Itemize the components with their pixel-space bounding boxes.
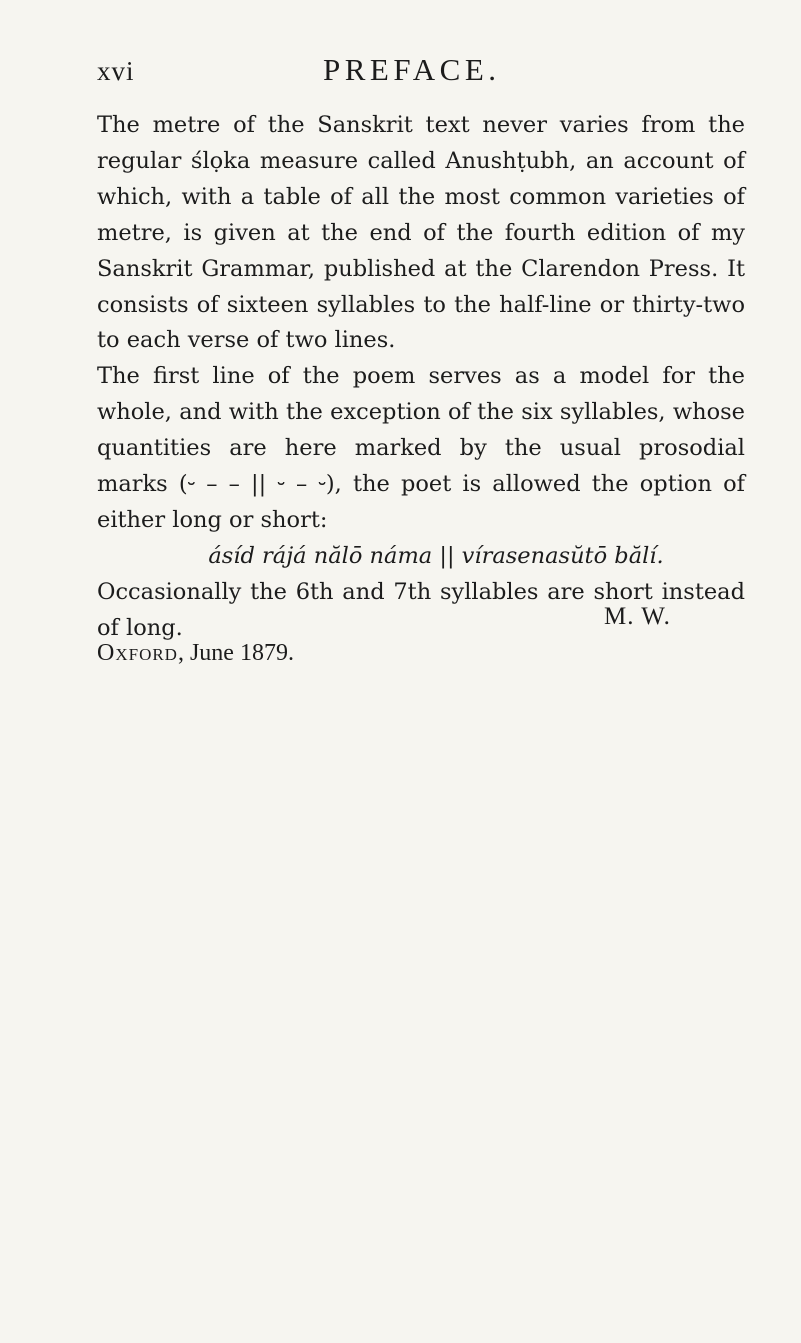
place-date bbox=[97, 640, 294, 667]
preface-body bbox=[97, 108, 745, 647]
running-head bbox=[97, 52, 744, 96]
page-number: xvi bbox=[97, 56, 135, 86]
paragraph-occasionally: Occasionally the 6th and 7th syllables are short instead of long. bbox=[97, 578, 745, 641]
date-text: , June 1879. bbox=[177, 640, 294, 666]
paragraph-first-line: The first line of the poem serves as a model for the whole, and with the exception of the six syllables, whose quantities are here marked by the usual prosodial marks (⏑ – – || ⏑ – ⏑), the poet is allowed the option of either long or short: bbox=[97, 363, 745, 533]
paragraph-metre: The metre of the Sanskrit text never varies from the regular ślọka measure called Anushṭubh, an account of which, with a table of all the most common varieties of metre, is given at the end of the fourth edition of my Sanskrit Grammar, published at the Clarendon Press. It consists of sixteen syllables to the half-line or thirty-two to each verse of two lines. bbox=[97, 112, 745, 354]
signature-initials: M. W. bbox=[604, 603, 671, 630]
place-name: Oxford bbox=[97, 640, 178, 666]
verse-example: ásíd rájá nălō náma || vírasenasŭtō bălí. bbox=[208, 542, 664, 569]
page-title: PREFACE. bbox=[323, 52, 501, 87]
